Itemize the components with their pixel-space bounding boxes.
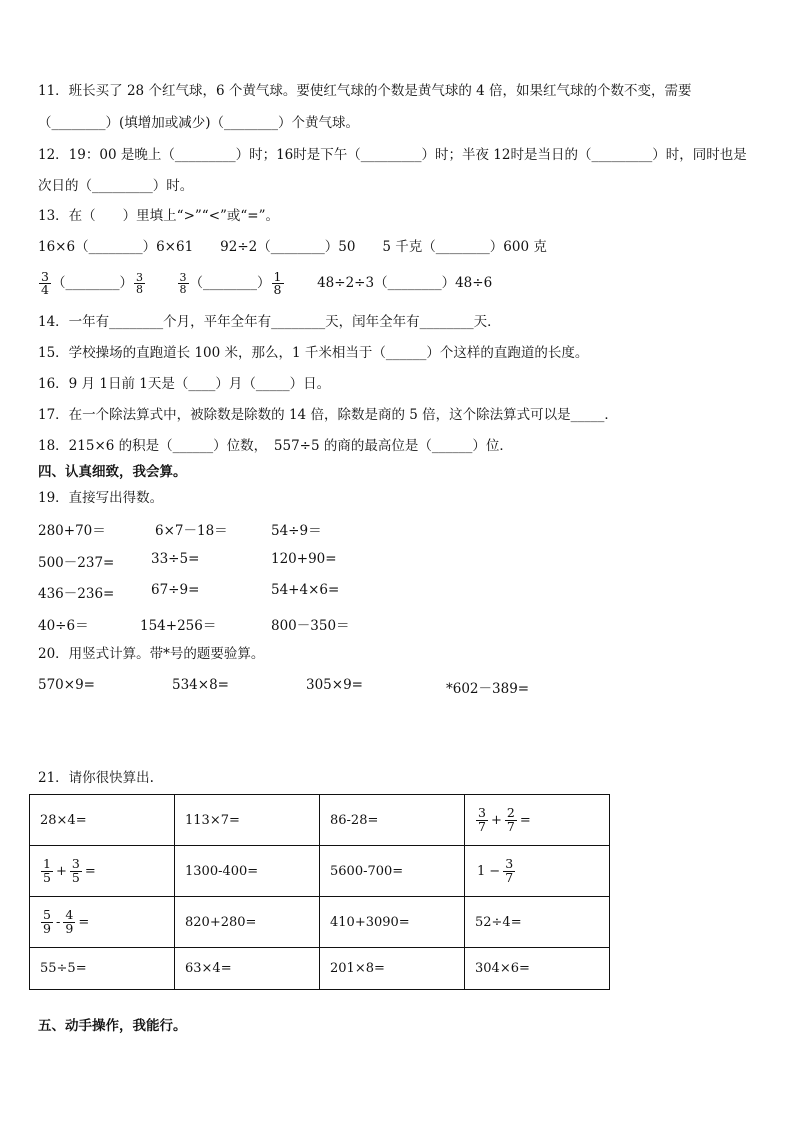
- q20-item: 305×9=: [306, 677, 363, 693]
- q13-expr: 48÷2÷3（________）48÷6: [317, 275, 493, 291]
- fraction: $\frac{3}{5}$: [71, 856, 80, 885]
- q19-item: 67÷9=: [151, 582, 200, 598]
- table-cell: 5600-700=: [320, 846, 465, 897]
- fraction: $\frac{3}{7}$: [505, 856, 514, 885]
- table-cell: 113×7=: [175, 795, 320, 846]
- table-row: [30, 897, 610, 948]
- q19-item: 54+4×6=: [271, 582, 340, 598]
- fraction: $\frac{1}{5}$: [43, 856, 51, 885]
- table-cell: 86-28=: [320, 795, 465, 846]
- q17-text: 17．在一个除法算式中，被除数是除数的 14 倍，除数是商的 5 倍，这个除法算式可以是_____．: [38, 407, 618, 423]
- table-cell: 28×4=: [30, 795, 175, 846]
- q19-item: 154+256＝: [140, 618, 217, 634]
- table-cell: 63×4=: [175, 948, 320, 990]
- q20-item: 534×8=: [172, 677, 229, 693]
- q16-text: 16．9 月 1日前 1天是（____）月（_____）日。: [38, 376, 331, 392]
- fraction: $\frac{3}{7}$: [478, 805, 486, 834]
- q12-line1: 12．19：00 是晚上（_________）时；16时是下午（_________）时；半夜 12时是当日的（_________）时，同时也是: [38, 147, 747, 163]
- q20-item: 570×9=: [38, 677, 95, 693]
- fraction: $\frac{2}{7}$: [506, 805, 515, 834]
- q18-text: 18．215×6 的积是（______）位数， 557÷5 的商的最高位是（______）位．: [38, 438, 513, 454]
- q19-item: 54÷9＝: [271, 523, 322, 539]
- q13-blank1: （________）: [51, 275, 133, 291]
- q19-item: 280+70＝: [38, 523, 106, 539]
- fraction: $\frac{4}{9}$: [65, 907, 74, 936]
- table-row: [30, 948, 610, 990]
- q21-title: 21．请你很快算出.: [38, 770, 154, 786]
- table-cell: 201×8=: [320, 948, 465, 990]
- table-cell: 52÷4=: [465, 897, 610, 948]
- table-row: [30, 846, 610, 897]
- q19-item: 800－350＝: [271, 618, 350, 634]
- table-cell: $\frac{5}{9}$ - $\frac{4}{9}$ =: [30, 897, 175, 948]
- fraction: $\frac{5}{9}$: [43, 907, 51, 936]
- q11-line1: 11．班长买了 28 个红气球，6 个黄气球。要使红气球的个数是黄气球的 4 倍，如果红气球的个数不变，需要: [38, 83, 692, 99]
- q21-calc-table: [29, 794, 610, 990]
- fraction-3-8-b: $\frac{3}{8}$: [179, 271, 187, 296]
- table-cell: $\frac{1}{5}$ + $\frac{3}{5}$ =: [30, 846, 175, 897]
- table-cell: 1300-400=: [175, 846, 320, 897]
- fraction-3-4: $\frac{3}{4}$: [41, 268, 49, 297]
- q12-line2: 次日的（_________）时。: [38, 178, 194, 194]
- q19-item: 33÷5=: [151, 551, 200, 567]
- q13-title: 13．在（ ）里填上“>”“<”或“=”。: [38, 208, 280, 224]
- q20-item: *602－389=: [446, 681, 530, 697]
- q13-blank2: （________）: [189, 275, 271, 291]
- q20-title: 20．用竖式计算。带*号的题要验算。: [38, 646, 265, 662]
- q15-text: 15．学校操场的直跑道长 100 米，那么，1 千米相当于（______）个这样的直跑道的长度。: [38, 345, 589, 361]
- q19-item: 6×7－18＝: [155, 523, 228, 539]
- section4-heading: 四、认真细致，我会算。: [38, 464, 187, 480]
- q19-item: 500－237=: [38, 555, 115, 571]
- q13-row2: [38, 265, 492, 301]
- q19-item: 436－236=: [38, 586, 115, 602]
- q19-item: 120+90=: [271, 551, 337, 567]
- table-cell: 304×6=: [465, 948, 610, 990]
- table-row: [30, 795, 610, 846]
- table-cell: 1 − $\frac{3}{7}$: [465, 846, 610, 897]
- table-cell: 410+3090=: [320, 897, 465, 948]
- table-cell: 820+280=: [175, 897, 320, 948]
- q14-text: 14．一年有________个月，平年全年有________天，闰年全年有________天．: [38, 314, 501, 330]
- q11-line2: （________）(填增加或减少)（________）个黄气球。: [38, 115, 360, 131]
- section5-heading: 五、动手操作，我能行。: [38, 1018, 187, 1034]
- q19-item: 40÷6＝: [38, 618, 89, 634]
- table-cell: $\frac{3}{7}$ + $\frac{2}{7}$ =: [465, 795, 610, 846]
- table-cell: 55÷5=: [30, 948, 175, 990]
- q19-title: 19．直接写出得数。: [38, 490, 164, 506]
- fraction-1-8: $\frac{1}{8}$: [273, 268, 282, 297]
- q13-row1: 16×6（________）6×61 92÷2（________）50 5 千克（________）600 克: [38, 239, 547, 255]
- fraction-3-8: $\frac{3}{8}$: [135, 271, 143, 296]
